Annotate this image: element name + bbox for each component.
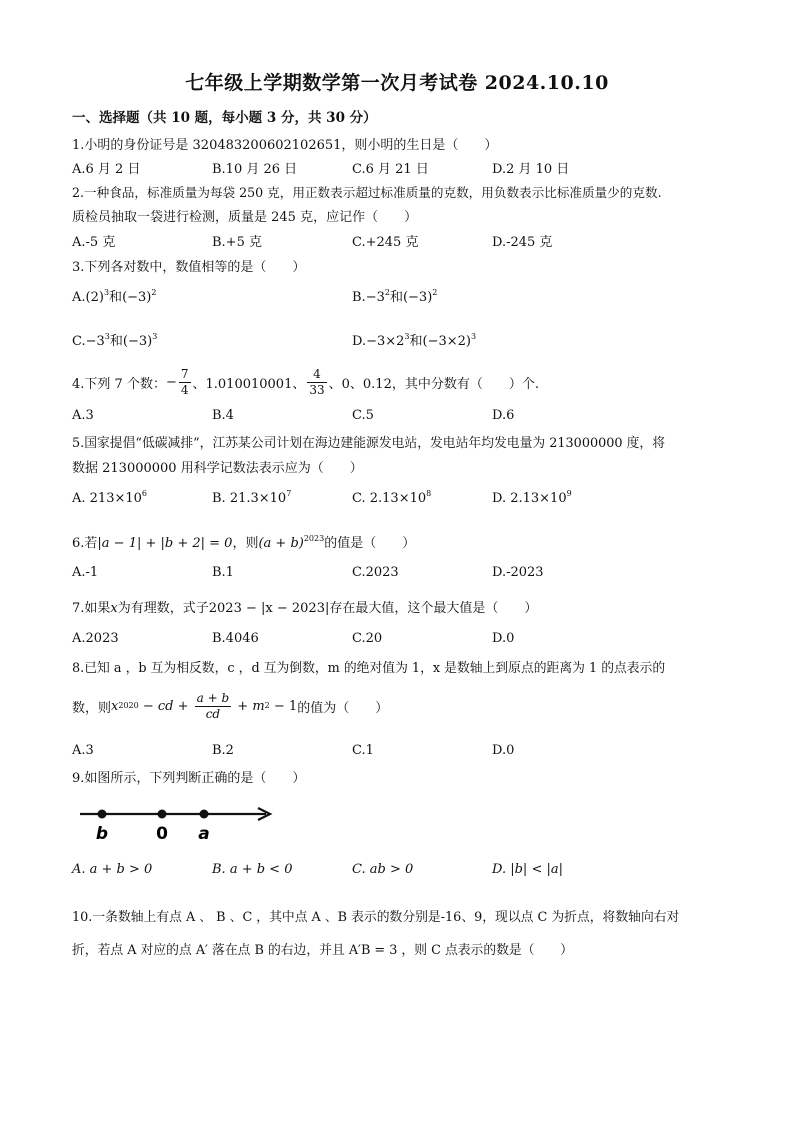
- point-b: [98, 810, 107, 819]
- option-a[interactable]: A.2023: [72, 631, 119, 646]
- option-c[interactable]: C. $2.13\times 10^8$: [352, 489, 432, 506]
- option-c[interactable]: C.20: [352, 631, 383, 646]
- option-b[interactable]: B. a + b < 0: [212, 862, 293, 877]
- question-5-options: [72, 491, 772, 509]
- option-b[interactable]: B.2: [212, 743, 234, 758]
- option-c[interactable]: C.2023: [352, 565, 399, 580]
- question-8-line-1: 8.已知 a ，b 互为相反数，c ，d 互为倒数，m 的绝对值为 1，x 是数轴上到原点的距离为 1 的点表示的: [72, 661, 666, 676]
- fraction-7-4: $\frac{7}{4}$: [180, 366, 189, 397]
- option-d[interactable]: D.6: [492, 408, 515, 423]
- option-c[interactable]: $C.-3^3$和$(-3)^3$: [72, 332, 158, 349]
- question-3-options-row-1: [72, 286, 772, 310]
- question-8-line-2: 数，则 x 2020 − cd + $\frac{a + b}{cd}$ + m 2 − 1 的值为（ ）: [72, 690, 389, 721]
- question-1-options: [72, 158, 772, 176]
- option-b[interactable]: B.4: [212, 408, 234, 423]
- question-3-options-row-2: [72, 330, 772, 354]
- option-c[interactable]: C.1: [352, 743, 374, 758]
- option-b[interactable]: B.+5 克: [212, 235, 262, 250]
- option-a[interactable]: A.3: [72, 743, 94, 758]
- label-a: a: [198, 824, 210, 844]
- option-a[interactable]: A.-1: [72, 565, 99, 580]
- question-7-stem: 7.如果x为有理数，式子2023 − |x − 2023|存在最大值，这个最大值是（ ）: [72, 601, 538, 616]
- option-d[interactable]: D.0: [492, 743, 515, 758]
- option-c[interactable]: C. ab > 0: [352, 862, 414, 877]
- option-c[interactable]: C.5: [352, 408, 374, 423]
- question-6-stem: 6.若|a − 1| + |b + 2| = 0，则$(a + b)^{2023}$的值是（ ）: [72, 534, 416, 551]
- option-a[interactable]: A. a + b > 0: [72, 862, 153, 877]
- option-b[interactable]: B.1: [212, 565, 234, 580]
- question-5-line-1: 5.国家提倡“低碳减排”，江苏某公司计划在海边建能源发电站，发电站年均发电量为 213000000 度，将: [72, 436, 665, 451]
- option-a[interactable]: A.3: [72, 408, 94, 423]
- question-2-options: [72, 231, 772, 249]
- option-d[interactable]: D.-2023: [492, 565, 544, 580]
- question-10-line-2: 折，若点 A 对应的点 A′ 落在点 B 的右边，并且 A′B = 3 ，则 C 点表示的数是（ ）: [72, 943, 573, 958]
- option-d[interactable]: D.-245 克: [492, 235, 553, 250]
- option-b[interactable]: B.10 月 26 日: [212, 162, 298, 177]
- question-3-stem: 3.下列各对数中，数值相等的是（ ）: [72, 260, 306, 275]
- question-1-stem: 1.小明的身份证号是 320483200602102651，则小明的生日是（ ）: [72, 138, 498, 153]
- question-6-options: [72, 565, 772, 583]
- option-d[interactable]: D. $2.13\times 10^9$: [492, 489, 572, 506]
- option-a[interactable]: A.6 月 2 日: [72, 162, 141, 177]
- option-a[interactable]: A. $213\times 10^6$: [72, 489, 147, 506]
- point-0: [158, 810, 167, 819]
- question-7-options: [72, 631, 772, 649]
- fraction-a-plus-b-over-cd: $\frac{a + b}{cd}$: [196, 690, 230, 721]
- option-c[interactable]: C.6 月 21 日: [352, 162, 429, 177]
- question-4-stem: 4.下列 7 个数： − $\frac{7}{4}$ 、1.010010001、 $\frac{4}{33}$ 、0、0.12，其中分数有（ ）个.: [72, 366, 539, 397]
- fraction-4-33: $\frac{4}{33}$: [309, 366, 325, 397]
- question-10-line-1: 10.一条数轴上有点 A 、 B 、C ，其中点 A 、B 表示的数分别是-16、9，现以点 C 为折点，将数轴向右对: [72, 910, 680, 925]
- option-d[interactable]: $D.-3\times 2^3$和$(-3\times 2)^3$: [352, 332, 477, 349]
- option-d[interactable]: D.0: [492, 631, 515, 646]
- question-9-stem: 9.如图所示，下列判断正确的是（ ）: [72, 771, 306, 786]
- section-heading: 一、选择题（共 10 题，每小题 3 分，共 30 分）: [72, 110, 377, 126]
- question-9-options: [72, 862, 772, 880]
- question-8-options: [72, 743, 772, 761]
- exam-title: 七年级上学期数学第一次月考试卷 2024.10.10: [185, 72, 609, 94]
- option-c[interactable]: C.+245 克: [352, 235, 419, 250]
- label-b: b: [95, 824, 109, 844]
- option-a[interactable]: A.-5 克: [72, 235, 116, 250]
- number-line-figure: [78, 800, 278, 846]
- question-2-line-1: 2.一种食品，标准质量为每袋 250 克，用正数表示超过标准质量的克数，用负数表示比标准质量少的克数.: [72, 185, 662, 200]
- label-0: 0: [156, 824, 168, 844]
- point-a: [200, 810, 209, 819]
- option-b[interactable]: $B.-3^2$和$(-3)^2$: [352, 288, 438, 305]
- option-b[interactable]: B. $21.3\times 10^7$: [212, 489, 292, 506]
- option-d[interactable]: D.2 月 10 日: [492, 162, 570, 177]
- option-d[interactable]: D. |b| < |a|: [492, 862, 563, 877]
- question-2-line-2: 质检员抽取一袋进行检测，质量是 245 克，应记作（ ）: [72, 210, 418, 225]
- option-a[interactable]: $A.(2)^3$和$(-3)^2$: [72, 288, 157, 305]
- question-4-options: [72, 408, 772, 426]
- question-5-line-2: 数据 213000000 用科学记数法表示应为（ ）: [72, 461, 363, 476]
- option-b[interactable]: B.4046: [212, 631, 259, 646]
